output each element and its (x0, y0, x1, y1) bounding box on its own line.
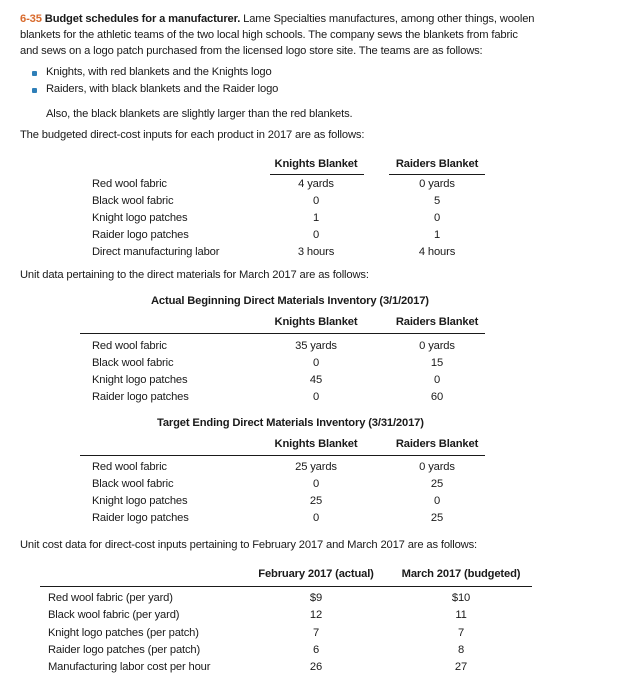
problem-number: 6-35 (20, 13, 42, 25)
intro-line-3: and sews on a logo patch purchased from the licensed logo store site. The teams are as follows: (20, 45, 483, 57)
bullet-raiders: Raiders, with black blankets and the Raider logo (46, 83, 279, 95)
cell-raiders: 25 (430, 512, 444, 524)
cell-knights: 45 (309, 374, 323, 386)
cell-knights: 0 (312, 195, 320, 207)
col-header-feb: February 2017 (actual) (258, 568, 374, 580)
cell-knights: 0 (312, 512, 320, 524)
cell-raiders: 0 yards (419, 178, 455, 190)
header-rule (80, 333, 485, 334)
header-rule (80, 455, 485, 456)
row-label: Red wool fabric (92, 461, 167, 473)
row-label: Raider logo patches (92, 391, 189, 403)
row-label: Knight logo patches (92, 374, 188, 386)
row-label: Raider logo patches (92, 512, 189, 524)
col-header-mar: March 2017 (budgeted) (401, 568, 521, 580)
cell-raiders: 0 yards (419, 461, 455, 473)
cell-mar: 11 (455, 609, 467, 621)
row-label: Knight logo patches (92, 495, 188, 507)
col-header-raiders: Raiders Blanket (395, 158, 479, 170)
row-label: Black wool fabric (92, 357, 174, 369)
header-rule (270, 174, 364, 175)
problem-title: Budget schedules for a manufacturer. (44, 13, 241, 25)
cell-knights: 0 (312, 391, 320, 403)
cell-raiders: 4 hours (418, 246, 456, 258)
inputs-intro: The budgeted direct-cost inputs for each product in 2017 are as follows: (20, 129, 365, 141)
cell-raiders: 5 (433, 195, 441, 207)
cell-knights: 25 yards (295, 461, 337, 473)
bullet-icon (32, 71, 37, 76)
cell-feb: 6 (312, 644, 320, 656)
cell-feb: 26 (309, 661, 323, 673)
row-label: Red wool fabric (per yard) (48, 592, 173, 604)
col-header-raiders: Raiders Blanket (395, 438, 479, 450)
cell-mar: 8 (457, 644, 465, 656)
intro-line-2: blankets for the athletic teams of the two local high schools. The company sews the blankets from fabric (20, 29, 518, 41)
unit-cost-intro: Unit cost data for direct-cost inputs pertaining to February 2017 and March 2017 are as follows: (20, 539, 477, 551)
beginning-inventory-title: Actual Beginning Direct Materials Inventory (3/1/2017) (151, 295, 429, 307)
cell-mar: 7 (457, 627, 465, 639)
row-label: Raider logo patches (92, 229, 189, 241)
cell-feb: 7 (312, 627, 320, 639)
cell-raiders: 60 (430, 391, 444, 403)
cell-knights: 4 yards (298, 178, 334, 190)
cell-raiders: 1 (433, 229, 441, 241)
row-label: Black wool fabric (per yard) (48, 609, 180, 621)
cell-knights: 0 (312, 357, 320, 369)
also-note: Also, the black blankets are slightly larger than the red blankets. (46, 108, 353, 120)
bullet-knights: Knights, with red blankets and the Knights logo (46, 66, 272, 78)
cell-raiders: 0 (433, 212, 441, 224)
cell-knights: 25 (309, 495, 323, 507)
ending-inventory-title: Target Ending Direct Materials Inventory (3/31/2017) (157, 417, 424, 429)
row-label: Black wool fabric (92, 478, 174, 490)
cell-mar: 27 (454, 661, 468, 673)
header-rule (389, 174, 485, 175)
cell-knights: 0 (312, 229, 320, 241)
row-label: Manufacturing labor cost per hour (48, 661, 211, 673)
cell-mar: $10 (451, 592, 471, 604)
cell-feb: $9 (309, 592, 323, 604)
cell-raiders: 15 (430, 357, 444, 369)
cell-raiders: 0 yards (419, 340, 455, 352)
row-label: Raider logo patches (per patch) (48, 644, 201, 656)
cell-raiders: 25 (430, 478, 444, 490)
col-header-knights: Knights Blanket (274, 438, 358, 450)
col-header-knights: Knights Blanket (274, 316, 358, 328)
cell-knights: 3 hours (297, 246, 335, 258)
cell-knights: 1 (312, 212, 320, 224)
bullet-icon (32, 88, 37, 93)
unit-data-intro: Unit data pertaining to the direct materials for March 2017 are as follows: (20, 269, 369, 281)
intro-line-1: Lame Specialties manufactures, among other things, woolen (243, 13, 535, 25)
col-header-raiders: Raiders Blanket (395, 316, 479, 328)
cell-raiders: 0 (433, 495, 441, 507)
row-label: Black wool fabric (92, 195, 174, 207)
cell-knights: 35 yards (295, 340, 337, 352)
cell-raiders: 0 (433, 374, 441, 386)
row-label: Knight logo patches (per patch) (48, 627, 199, 639)
cell-knights: 0 (312, 478, 320, 490)
problem-heading (20, 12, 534, 26)
cell-feb: 12 (309, 609, 323, 621)
col-header-knights: Knights Blanket (274, 158, 358, 170)
header-rule (40, 586, 532, 587)
row-label: Red wool fabric (92, 178, 167, 190)
row-label: Red wool fabric (92, 340, 167, 352)
row-label: Direct manufacturing labor (92, 246, 220, 258)
row-label: Knight logo patches (92, 212, 188, 224)
